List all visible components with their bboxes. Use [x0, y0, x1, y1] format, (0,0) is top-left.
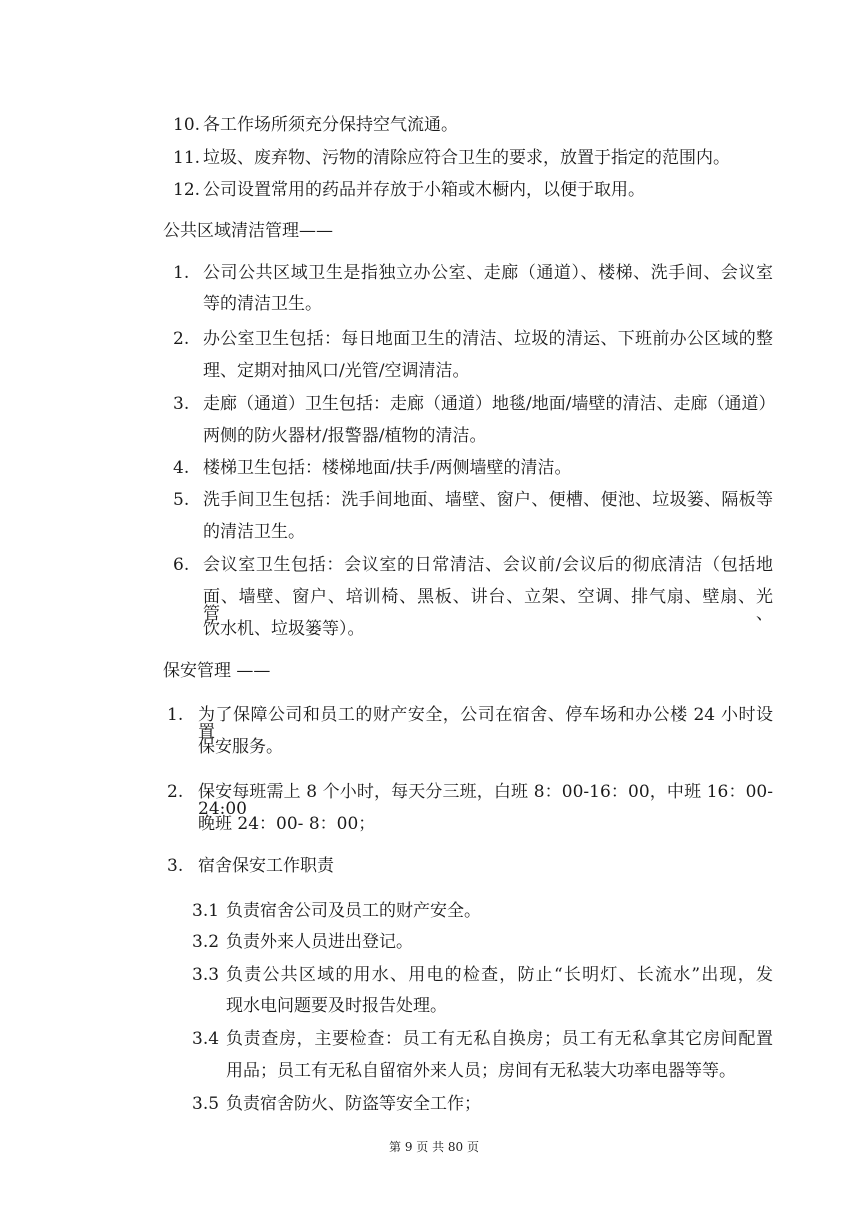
list-item-number: 12. — [173, 180, 201, 200]
list-item-text: 宿舍保安工作职责 — [198, 856, 334, 876]
list-item-number: 2. — [167, 782, 184, 802]
list-item-text: 为了保障公司和员工的财产安全，公司在宿舍、停车场和办公楼 24 小时设置 — [198, 705, 773, 742]
list-item-text: 等的清洁卫生。 — [203, 294, 322, 314]
sub-item-text: 现水电问题要及时报告处理。 — [226, 996, 447, 1016]
list-item-text: 晚班 24：00- 8：00； — [198, 814, 376, 834]
list-item-text: 公司设置常用的药品并存放于小箱或木橱内，以便于取用。 — [203, 180, 645, 200]
list-item-number: 6. — [173, 555, 190, 575]
sub-item-text: 负责外来人员进出登记。 — [226, 932, 413, 952]
list-item-text: 垃圾、废弃物、污物的清除应符合卫生的要求，放置于指定的范围内。 — [203, 148, 730, 168]
list-item-number: 11. — [173, 148, 201, 168]
sub-item-number: 3.2 — [192, 932, 220, 952]
sub-item-number: 3.3 — [192, 965, 220, 985]
list-item-text: 楼梯卫生包括：楼梯地面/扶手/两侧墙壁的清洁。 — [203, 458, 572, 478]
sub-item-text: 用品；员工有无私自留宿外来人员；房间有无私装大功率电器等等。 — [226, 1061, 736, 1081]
list-item-text: 饮水机、垃圾篓等）。 — [203, 619, 365, 639]
list-item-text: 各工作场所须充分保持空气流通。 — [203, 115, 458, 135]
list-item-text: 洗手间卫生包括：洗手间地面、墙壁、窗户、便槽、便池、垃圾篓、隔板等 — [203, 490, 773, 510]
section-heading-cleaning: 公共区域清洁管理—— — [163, 221, 333, 241]
list-item-number: 10. — [173, 115, 201, 135]
list-item-text: 会议室卫生包括：会议室的日常清洁、会议前/会议后的彻底清洁（包括地 — [203, 555, 773, 575]
list-item-text: 面、墙壁、窗户、培训椅、黑板、讲台、立架、空调、排气扇、壁扇、光管、 — [203, 587, 773, 624]
sub-item-number: 3.4 — [192, 1029, 220, 1049]
list-item-text: 两侧的防火器材/报警器/植物的清洁。 — [203, 426, 487, 446]
sub-item-text: 负责公共区域的用水、用电的检查，防止“长明灯、长流水”出现，发 — [226, 965, 773, 985]
list-item-text: 的清洁卫生。 — [203, 522, 305, 542]
list-item-number: 4. — [173, 458, 190, 478]
section-heading-security: 保安管理 —— — [163, 661, 271, 681]
sub-item-number: 3.1 — [192, 901, 220, 921]
list-item-text: 理、定期对抽风口/光管/空调清洁。 — [203, 361, 470, 381]
page-footer: 第 9 页 共 80 页 — [389, 1140, 479, 1154]
sub-item-text: 负责宿舍公司及员工的财产安全。 — [226, 901, 481, 921]
sub-item-number: 3.5 — [192, 1094, 220, 1114]
list-item-text: 保安每班需上 8 个小时，每天分三班，白班 8：00-16：00，中班 16：00-24:00 — [198, 782, 773, 819]
list-item-text: 走廊（通道）卫生包括：走廊（通道）地毯/地面/墙壁的清洁、走廊（通道） — [203, 394, 776, 414]
list-item-text: 公司公共区域卫生是指独立办公室、走廊（通道）、楼梯、洗手间、会议室 — [203, 263, 773, 283]
list-item-number: 2. — [173, 329, 190, 349]
sub-item-text: 负责查房，主要检查：员工有无私自换房；员工有无私拿其它房间配置 — [226, 1029, 773, 1049]
sub-item-text: 负责宿舍防火、防盗等安全工作； — [226, 1094, 481, 1114]
list-item-number: 1. — [173, 263, 190, 283]
list-item-text: 办公室卫生包括：每日地面卫生的清洁、垃圾的清运、下班前办公区域的整 — [203, 329, 773, 349]
list-item-number: 5. — [173, 490, 190, 510]
list-item-text: 保安服务。 — [198, 737, 283, 757]
list-item-number: 1. — [167, 705, 184, 725]
list-item-number: 3. — [173, 394, 190, 414]
list-item-number: 3. — [167, 856, 184, 876]
